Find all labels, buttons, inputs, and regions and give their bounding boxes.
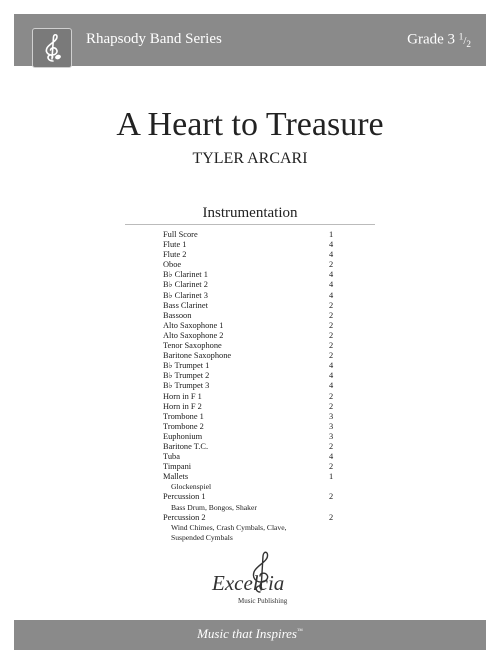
treble-clef-icon <box>40 33 64 63</box>
instrument-row <box>163 412 363 422</box>
instrument-name: Horn in F 2 <box>163 401 202 411</box>
instrument-row <box>163 260 363 270</box>
instrument-quantity: 2 <box>329 330 334 340</box>
instrument-row <box>163 270 363 280</box>
grade-label <box>407 31 471 49</box>
instrument-name: Full Score <box>163 230 198 239</box>
tagline-trademark: ™ <box>297 628 303 635</box>
instrument-quantity: 4 <box>329 250 334 260</box>
instrument-row <box>163 250 363 260</box>
instrumentation-list <box>163 230 363 543</box>
instrument-note <box>163 523 363 533</box>
instrument-note <box>163 482 363 492</box>
instrument-name: Trombone 1 <box>163 411 204 421</box>
instrument-quantity: 3 <box>329 411 334 421</box>
instrument-name: Bass Drum, Bongos, Shaker <box>171 502 257 512</box>
instrument-name: Mallets <box>163 472 189 482</box>
instrument-quantity: 2 <box>329 351 334 361</box>
instrument-quantity: 2 <box>329 391 334 401</box>
instrument-name: Alto Saxophone 2 <box>163 330 224 340</box>
instrument-row <box>163 513 363 523</box>
instrument-name: B♭ Clarinet 3 <box>163 290 208 300</box>
instrument-row <box>163 371 363 381</box>
instrument-quantity: 2 <box>329 320 334 330</box>
instrument-name: Tuba <box>163 452 180 462</box>
composer-name: TYLER ARCARI <box>192 150 308 167</box>
publisher-logo <box>200 548 300 610</box>
instrument-name: B♭ Clarinet 2 <box>163 280 208 290</box>
instrument-quantity: 2 <box>329 300 334 310</box>
instrument-name: Baritone T.C. <box>163 441 209 451</box>
instrument-quantity: 2 <box>329 260 334 270</box>
instrument-name: Euphonium <box>163 431 203 441</box>
instrument-row <box>163 452 363 462</box>
instrument-quantity: 4 <box>329 240 334 250</box>
instrument-name: B♭ Trumpet 3 <box>163 381 210 391</box>
instrument-quantity: 4 <box>329 371 334 381</box>
instrument-quantity: 2 <box>329 492 334 502</box>
instrument-row <box>163 361 363 371</box>
instrument-row <box>163 331 363 341</box>
publisher-name: Excelcia <box>212 571 285 595</box>
instrument-row <box>163 230 363 240</box>
instrument-name: Tenor Saxophone <box>163 341 222 351</box>
grade-fraction-top: 1 <box>458 31 464 41</box>
instrument-name: Percussion 1 <box>163 492 206 502</box>
publisher-subtitle: Music Publishing <box>238 597 288 605</box>
instrument-quantity: 4 <box>329 270 334 280</box>
instrument-name: B♭ Clarinet 1 <box>163 270 208 280</box>
instrument-quantity: 2 <box>329 462 334 472</box>
instrument-name: Timpani <box>163 462 192 472</box>
instrument-row <box>163 341 363 351</box>
instrument-name: Bassoon <box>163 310 192 320</box>
instrument-quantity: 2 <box>329 341 334 351</box>
instrument-name: Wind Chimes, Crash Cymbals, Clave, <box>171 522 287 532</box>
instrument-row <box>163 472 363 482</box>
instrument-row <box>163 422 363 432</box>
instrument-quantity: 2 <box>329 441 334 451</box>
instrument-name: Glockenspiel <box>171 482 212 492</box>
instrument-quantity: 1 <box>329 230 334 239</box>
instrument-quantity: 4 <box>329 290 334 300</box>
instrumentation-divider <box>125 224 375 225</box>
instrument-row <box>163 311 363 321</box>
series-logo <box>32 28 72 68</box>
grade-fraction-bottom: 2 <box>466 38 471 49</box>
instrument-row <box>163 301 363 311</box>
instrument-name: Flute 2 <box>163 250 187 260</box>
instrument-row <box>163 492 363 502</box>
instrument-row <box>163 402 363 412</box>
instrument-name: Trombone 2 <box>163 421 204 431</box>
instrument-quantity: 4 <box>329 361 334 371</box>
instrumentation-heading: Instrumentation <box>202 205 298 221</box>
instrument-name: Alto Saxophone 1 <box>163 320 224 330</box>
footer-tagline <box>0 626 500 642</box>
tagline-text: Music that Inspires <box>197 626 297 641</box>
instrument-quantity: 2 <box>329 401 334 411</box>
instrument-row <box>163 291 363 301</box>
instrument-name: B♭ Trumpet 1 <box>163 361 210 371</box>
instrument-name: Flute 1 <box>163 240 187 250</box>
publisher-logo-graphic <box>200 548 300 610</box>
instrument-row <box>163 280 363 290</box>
series-title: Rhapsody Band Series <box>86 31 222 47</box>
instrument-note <box>163 533 363 543</box>
instrument-quantity: 1 <box>329 472 334 482</box>
instrument-name: Percussion 2 <box>163 512 206 522</box>
instrument-quantity: 4 <box>329 381 334 391</box>
instrument-row <box>163 442 363 452</box>
instrument-name: Baritone Saxophone <box>163 351 232 361</box>
instrument-quantity: 3 <box>329 421 334 431</box>
instrument-quantity: 2 <box>329 512 334 522</box>
instrument-quantity: 2 <box>329 310 334 320</box>
instrument-row <box>163 392 363 402</box>
instrument-name: Bass Clarinet <box>163 300 208 310</box>
instrument-row <box>163 351 363 361</box>
instrument-name: Suspended Cymbals <box>171 532 233 542</box>
instrument-quantity: 4 <box>329 452 334 462</box>
instrument-quantity: 4 <box>329 280 334 290</box>
instrument-row <box>163 240 363 250</box>
grade-text: Grade 3 <box>407 31 456 48</box>
grade-fraction: $^1/_2$ <box>458 31 471 49</box>
instrument-note <box>163 503 363 513</box>
instrument-name: B♭ Trumpet 2 <box>163 371 210 381</box>
instrument-name: Oboe <box>163 260 182 270</box>
piece-title: A Heart to Treasure <box>116 106 384 143</box>
instrument-row <box>163 321 363 331</box>
instrument-quantity: 3 <box>329 431 334 441</box>
instrument-row <box>163 381 363 391</box>
instrument-row <box>163 432 363 442</box>
instrument-name: Horn in F 1 <box>163 391 202 401</box>
instrument-row <box>163 462 363 472</box>
